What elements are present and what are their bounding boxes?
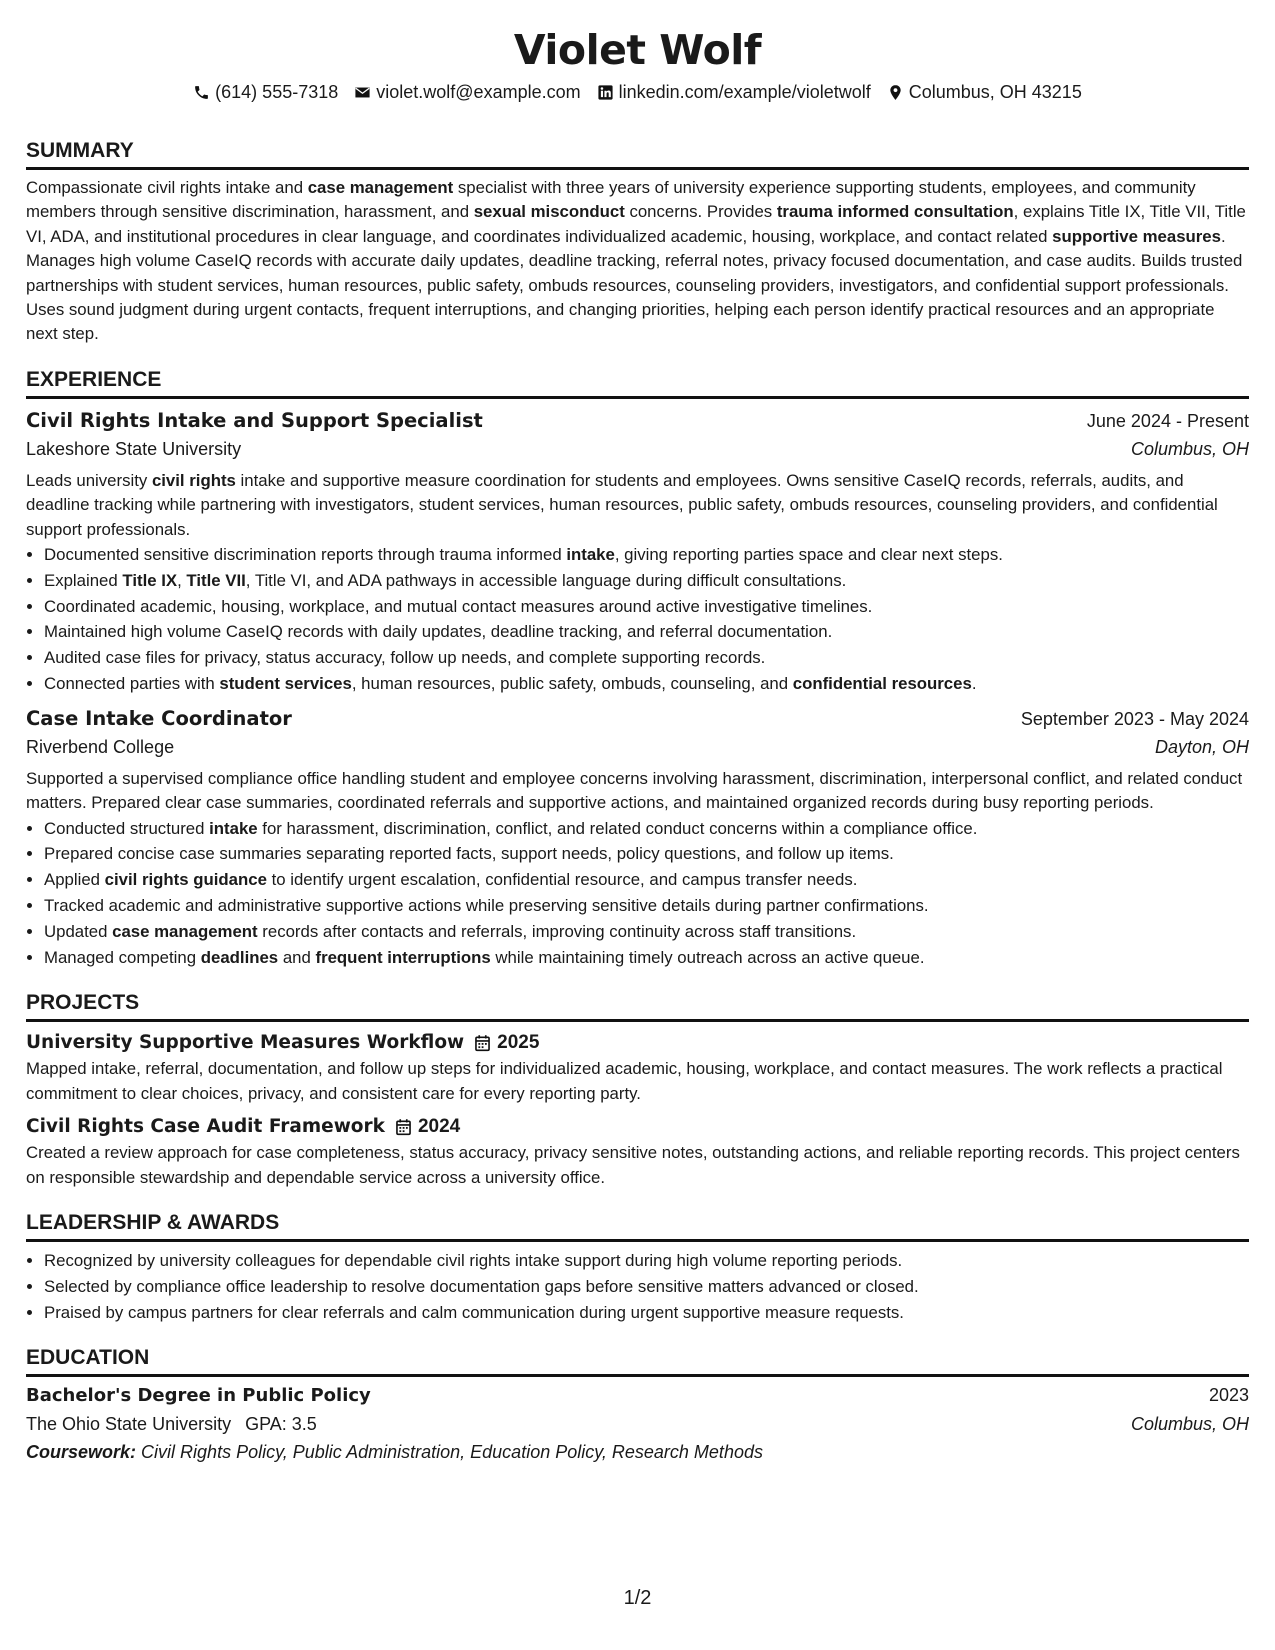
bold-keyword: Title IX	[122, 570, 178, 590]
degree-title: Bachelor's Degree in Public Policy	[26, 1385, 371, 1407]
summary-section	[26, 138, 1249, 347]
job-organization: Lakeshore State University	[26, 438, 242, 459]
linkedin-text[interactable]: linkedin.com/example/violetwolf	[618, 82, 871, 102]
contact-location	[887, 80, 1082, 104]
school-location: Columbus, OH	[1130, 1414, 1249, 1435]
project-description: Created a review approach for case completeness, status accuracy, privacy sensitive notes, outstanding actions, and reliable reporting records. This project centers on responsible stewardship and dependable service across a university office.	[26, 1143, 1240, 1187]
phone-icon	[193, 84, 210, 101]
graduation-year: 2023	[1208, 1385, 1249, 1406]
text-run: . Manages high volume CaseIQ records with accurate daily updates, deadline tracking, referral notes, privacy focused documentation, and case audits. Builds trusted partnerships with student services, human resources, public safety, ombuds resources, counseling providers, investigators, and confidential support professionals. Uses sound judgment during urgent contacts, frequent interruptions, and changing priorities, helping each person identify practical resources and an appropriate next step.	[26, 226, 1243, 344]
candidate-name: Violet Wolf	[513, 26, 762, 74]
job-description	[26, 767, 1249, 816]
text-run: Updated	[44, 921, 113, 941]
bullet-item	[44, 671, 1249, 697]
contact-bar	[26, 80, 1249, 104]
section-title-experience: EXPERIENCE	[26, 367, 1249, 399]
text-run: , giving reporting parties space and clear next steps.	[614, 545, 1003, 565]
text-run: Tracked academic and administrative supportive actions while preserving sensitive details during partner confirmations.	[44, 896, 929, 916]
section-title-summary: SUMMARY	[26, 138, 1249, 170]
job-organization: Riverbend College	[26, 736, 175, 757]
text-run: Conducted structured	[44, 818, 210, 838]
bullet-item	[44, 919, 1249, 945]
text-run: Applied	[44, 870, 105, 890]
text-run: .	[971, 674, 977, 694]
bullet-item	[44, 945, 1249, 971]
text-run: Prepared concise case summaries separating reported facts, support needs, policy questions, and follow up items.	[44, 844, 894, 864]
section-title-leadership: LEADERSHIP & AWARDS	[26, 1210, 1249, 1242]
text-run: Coordinated academic, housing, workplace, and mutual contact measures around active investigative timelines.	[44, 596, 873, 616]
bold-keyword: supportive measures	[1052, 226, 1221, 246]
text-run: ,	[177, 570, 187, 590]
text-run: and	[278, 947, 316, 967]
bold-keyword: Title VII	[186, 570, 246, 590]
text-run: records after contacts and referrals, improving continuity across staff transitions.	[257, 921, 857, 941]
school-info	[26, 1410, 317, 1438]
projects-section	[26, 990, 1249, 1190]
education-section	[26, 1345, 1249, 1466]
location-text: Columbus, OH 43215	[908, 82, 1082, 102]
leadership-item: • Recognized by university colleagues for dependable civil rights intake support during high volume reporting periods.	[44, 1248, 1249, 1274]
job-bullets	[26, 542, 1249, 697]
bullet-item	[44, 568, 1249, 594]
bold-keyword: case management	[112, 921, 258, 941]
bold-keyword: sexual misconduct	[473, 202, 625, 222]
job-entry	[26, 705, 1249, 971]
section-title-education: EDUCATION	[26, 1345, 1249, 1377]
bullet-item	[44, 893, 1249, 919]
coursework	[26, 1438, 1249, 1466]
job-location: Columbus, OH	[1130, 438, 1249, 459]
text-run: , Title VI, and ADA pathways in accessible language during difficult consultations.	[245, 570, 847, 590]
text-run: , explains Title IX, Title VII, Title VI, ADA, and institutional procedures in clear language, and coordinates individualized academic, housing, workplace, and contact related	[26, 202, 1246, 246]
project-title: University Supportive Measures Workflow	[26, 1032, 465, 1054]
text-run: specialist with three years of university experience supporting students, employees, and community members through sensitive discrimination, harassment, and	[26, 178, 1196, 222]
text-run: intake and supportive measure coordination for students and employees. Owns sensitive CaseIQ records, referrals, audits, and deadline tracking while partnering with investigators, student services, human resources, public safety, ombuds resources, counseling providers, and confidential support professionals.	[26, 470, 1218, 539]
resume-page	[26, 20, 1249, 1466]
text-run: , human resources, public safety, ombuds, counseling, and	[351, 674, 793, 694]
bold-keyword: trauma informed consultation	[776, 202, 1014, 222]
bullet-item	[44, 594, 1249, 620]
gpa: GPA: 3.5	[245, 1414, 317, 1435]
bullet-item	[44, 841, 1249, 867]
contact-email[interactable]	[354, 80, 580, 104]
experience-section	[26, 367, 1249, 971]
bold-keyword: case management	[307, 178, 454, 197]
text-run: Supported a supervised compliance office handling student and employee concerns involving harassment, discrimination, interpersonal conflict, and related conduct matters. Prepared clear case summaries, coordinated referrals and supportive actions, and maintained organized records during busy reporting periods.	[26, 768, 1243, 813]
project-date	[474, 1032, 539, 1054]
bold-keyword: civil rights guidance	[104, 870, 267, 890]
project-description: Mapped intake, referral, documentation, and follow up steps for individualized academic, housing, workplace, and contact measures. The work reflects a practical commitment to clear choices, privacy, and consistent care for every reporting party.	[26, 1059, 1223, 1103]
map-marker-icon	[887, 84, 904, 101]
envelope-icon	[354, 84, 371, 101]
text-run: Connected parties with	[44, 674, 220, 694]
leadership-section	[26, 1210, 1249, 1325]
project-header	[26, 1114, 1249, 1140]
bold-keyword: confidential resources	[792, 674, 972, 694]
text-run: Leads university	[26, 470, 152, 490]
bold-keyword: intake	[209, 818, 258, 838]
leadership-list	[26, 1248, 1249, 1325]
bullet-item	[44, 542, 1249, 568]
text-run: while maintaining timely outreach across an active queue.	[490, 947, 925, 967]
job-dates: June 2024 - Present	[1086, 410, 1249, 431]
contact-linkedin[interactable]	[597, 80, 871, 104]
bullet-item	[44, 816, 1249, 842]
page-number: 1/2	[623, 1587, 652, 1609]
text-run: for harassment, discrimination, conflict, and related conduct concerns within a compliance office.	[257, 818, 978, 838]
text-run: Maintained high volume CaseIQ records with daily updates, deadline tracking, and referral documentation.	[44, 622, 833, 642]
bold-keyword: frequent interruptions	[315, 947, 491, 967]
text-run: Explained	[44, 570, 123, 590]
job-title: Case Intake Coordinator	[26, 706, 292, 730]
calendar-icon	[395, 1118, 412, 1136]
text-run: to identify urgent escalation, confidential resource, and campus transfer needs.	[266, 870, 858, 890]
contact-phone	[193, 80, 338, 104]
linkedin-icon	[597, 84, 614, 101]
text-run: concerns. Provides	[624, 202, 777, 222]
job-location: Dayton, OH	[1154, 736, 1249, 757]
phone-text: (614) 555-7318	[215, 82, 339, 102]
text-run: Managed competing	[44, 947, 201, 967]
coursework-label: Coursework:	[26, 1442, 137, 1463]
job-description	[26, 469, 1249, 542]
leadership-item: • Praised by campus partners for clear referrals and calm communication during urgent supportive measure requests.	[44, 1300, 1249, 1326]
text-run: Compassionate civil rights intake and	[26, 178, 308, 197]
bold-keyword: civil rights	[151, 470, 236, 490]
bold-keyword: student services	[219, 674, 352, 694]
text-run: Documented sensitive discrimination reports through trauma informed	[44, 545, 567, 565]
leadership-item: • Selected by compliance office leadership to resolve documentation gaps before sensitive matters advanced or closed.	[44, 1274, 1249, 1300]
project-year: 2025	[497, 1032, 540, 1054]
coursework-list: Civil Rights Policy, Public Administration, Education Policy, Research Methods	[141, 1442, 763, 1463]
email-text[interactable]: violet.wolf@example.com	[376, 82, 581, 102]
section-title-projects: PROJECTS	[26, 990, 1249, 1022]
bullet-item	[44, 619, 1249, 645]
job-title: Civil Rights Intake and Support Specialist	[26, 408, 483, 432]
project-date	[395, 1116, 460, 1138]
job-entry	[26, 407, 1249, 697]
bullet-item	[44, 645, 1249, 671]
project-title: Civil Rights Case Audit Framework	[26, 1116, 385, 1138]
bold-keyword: deadlines	[200, 947, 279, 967]
job-bullets	[26, 816, 1249, 971]
project-header	[26, 1030, 1249, 1056]
bullet-item	[44, 867, 1249, 893]
bold-keyword: intake	[566, 545, 615, 565]
school-name: The Ohio State University	[26, 1414, 232, 1435]
job-dates: September 2023 - May 2024	[1020, 708, 1249, 729]
calendar-icon	[474, 1034, 491, 1052]
text-run: Audited case files for privacy, status accuracy, follow up needs, and complete supporting records.	[44, 648, 766, 668]
summary-text	[26, 176, 1249, 347]
project-year: 2024	[417, 1116, 461, 1138]
